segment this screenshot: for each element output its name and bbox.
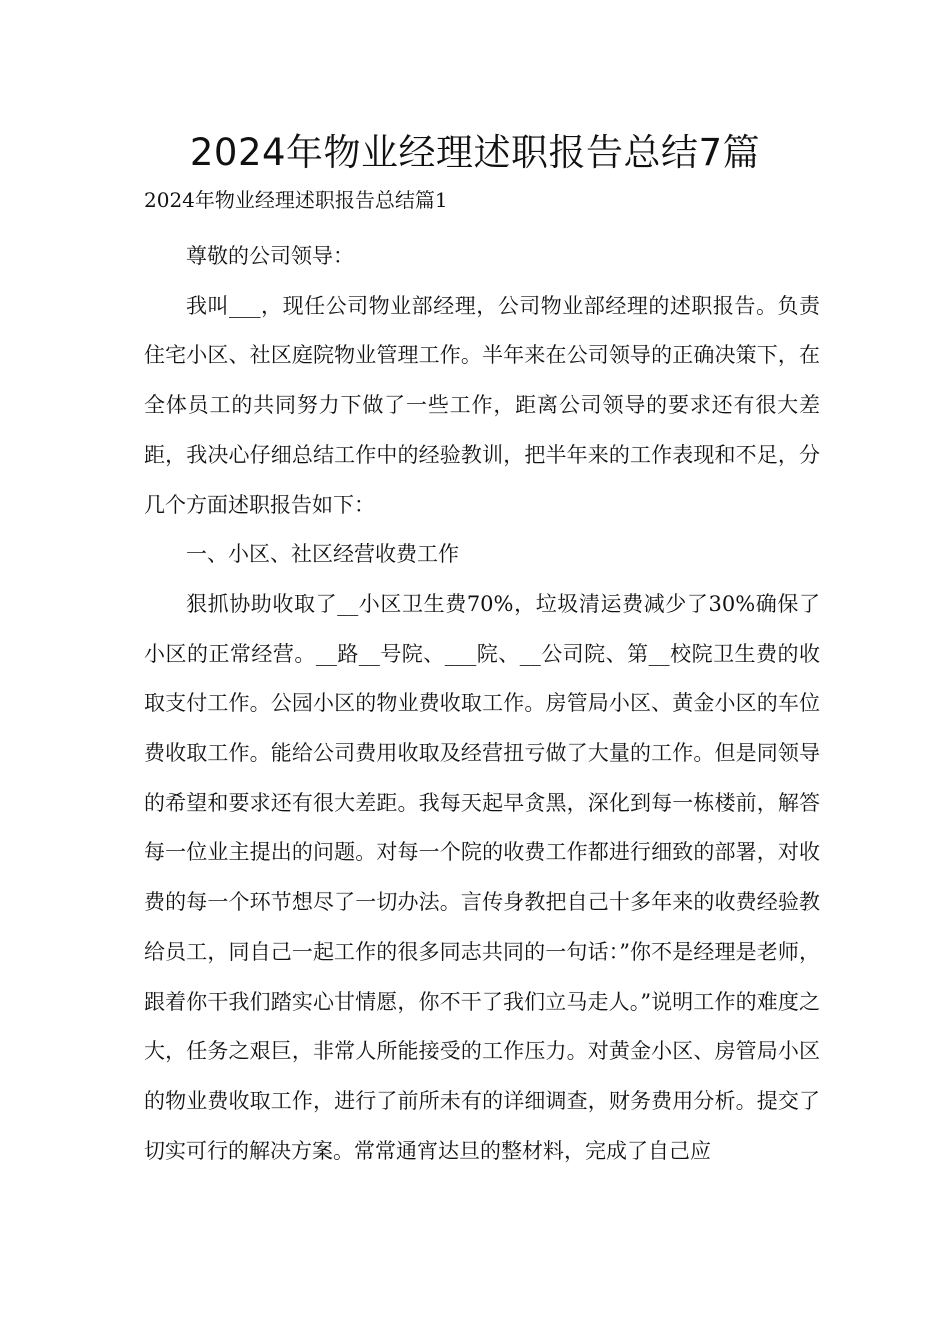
section-heading-1: 一、小区、社区经营收费工作 (186, 542, 459, 567)
section-heading: 2024年物业经理述职报告总结篇1 (144, 188, 448, 212)
salutation: 尊敬的公司领导： (186, 244, 354, 268)
body-paragraph: 狠抓协助收取了__小区卫生费70%，垃圾清运费减少了30%确保了小区的正常经营。__路__号院、___院、__公司院、第__校院卫生费的收取支付工作。公园小区的物业费收取工作。房管局小区、黄金小区的车位费收取工作。能给公司费用收取及经营扭亏做了大量的工作。但是同领导的希望和要求还有很大差距。我每天起早贪黑，深化到每一栋楼前，解答每一位业主提出的问题。对每一个院的收费工作都进行细致的部署，对收费的每一个环节想尽了一切办法。言传身教把自己十多年来的收费经验教给员工，同自己一起工作的很多同志共同的一句话：”你不是经理是老师，跟着你干我们踏实心甘情愿，你不干了我们立马走人。”说明工作的难度之大，任务之艰巨，非常人所能接受的工作压力。对黄金小区、房管局小区的物业费收取工作，进行了前所未有的详细调查，财务费用分析。提交了切实可行的解决方案。常常通宵达旦的整材料，完成了自己应 (144, 591, 820, 1163)
document-title: 2024年物业经理述职报告总结7篇 (189, 131, 761, 174)
document-body (144, 232, 820, 1176)
intro-paragraph: 我叫___，现任公司物业部经理，公司物业部经理的述职报告。负责住宅小区、社区庭院物业管理工作。半年来在公司领导的正确决策下，在全体员工的共同努力下做了一些工作，距离公司领导的要求还有很大差距，我决心仔细总结工作中的经验教训，把半年来的工作表现和不足，分几个方面述职报告如下： (144, 293, 820, 517)
